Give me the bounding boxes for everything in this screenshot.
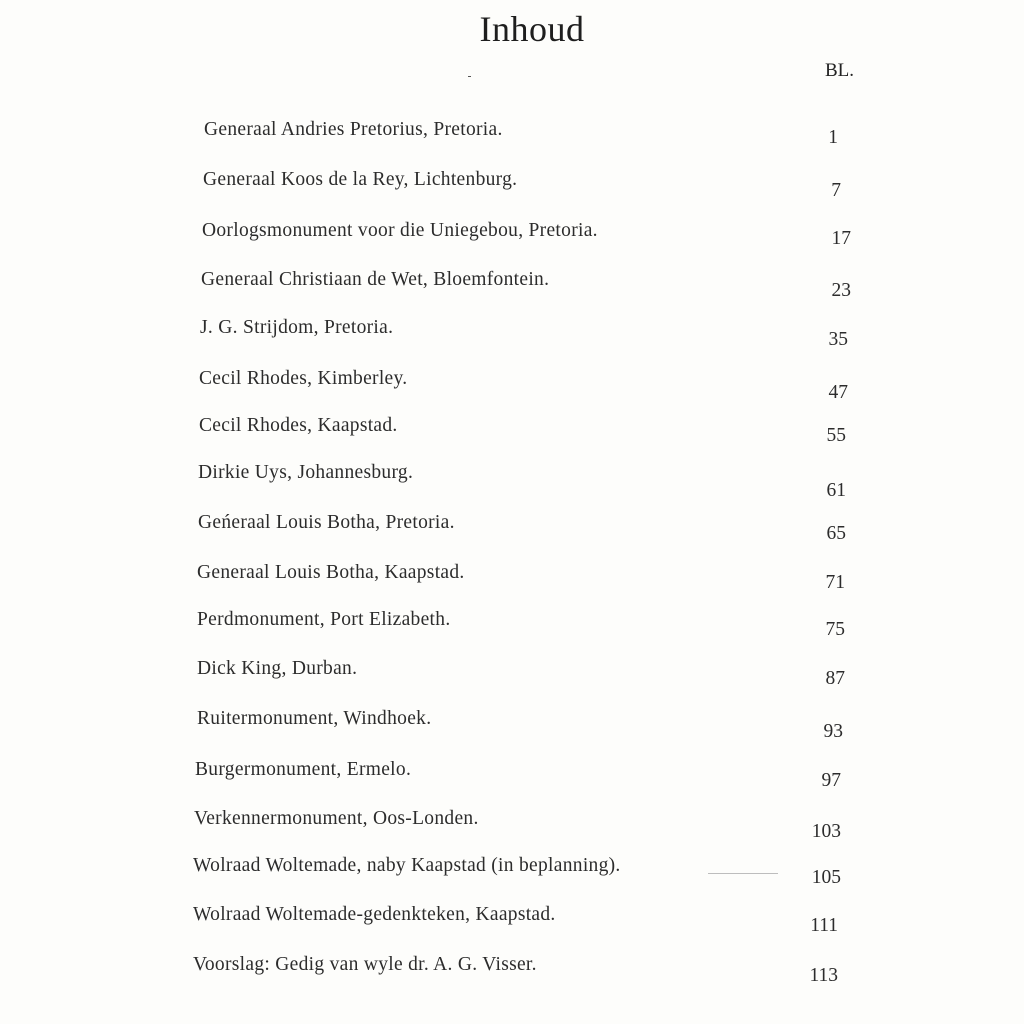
toc-entry-title: Generaal Christiaan de Wet, Bloemfontein.	[201, 269, 550, 290]
toc-entry-title: Verkennermonument, Oos-Londen.	[194, 808, 479, 829]
toc-entry-page: 55	[826, 425, 846, 446]
toc-entry-page: 17	[831, 228, 851, 249]
toc-entry-title: Generaal Koos de la Rey, Lichtenburg.	[203, 169, 518, 190]
toc-entry-title: Cecil Rhodes, Kimberley.	[199, 368, 408, 389]
toc-entry-title: Dirkie Uys, Johannesburg.	[198, 462, 414, 483]
toc-entry-title: Burgermonument, Ermelo.	[195, 759, 412, 780]
toc-entry-title: J. G. Strijdom, Pretoria.	[200, 317, 394, 338]
toc-entry-title: Wolraad Woltemade, naby Kaapstad (in beplanning).	[193, 855, 621, 876]
toc-entry-page: 47	[828, 382, 848, 403]
toc-entry-page: 35	[828, 329, 848, 350]
toc-entry-page: 93	[823, 721, 843, 742]
toc-entry-page: 23	[831, 280, 851, 301]
toc-entry-title: Dick King, Durban.	[197, 658, 358, 679]
toc-entry-title: Voorslag: Gedig van wyle dr. A. G. Visser.	[193, 954, 537, 975]
toc-entry-title: Wolraad Woltemade-gedenkteken, Kaapstad.	[193, 904, 556, 925]
toc-entry-page: 113	[809, 965, 838, 986]
print-speck	[708, 873, 778, 874]
toc-entry-page: 1	[828, 127, 838, 148]
toc-entry-page: 87	[825, 668, 845, 689]
toc-entry-page: 65	[826, 523, 846, 544]
page-column-label: BL.	[824, 60, 854, 81]
toc-entry-title: Geńeraal Louis Botha, Pretoria.	[198, 512, 455, 533]
toc-entry-title: Cecil Rhodes, Kaapstad.	[199, 415, 398, 436]
toc-entry-page: 75	[825, 619, 845, 640]
toc-entry-page: 105	[811, 867, 841, 888]
ink-dot	[468, 76, 471, 77]
toc-entry-page: 103	[811, 821, 841, 842]
toc-entry-title: Oorlogsmonument voor die Uniegebou, Pretoria.	[202, 220, 598, 241]
toc-entry-page: 7	[831, 180, 841, 201]
toc-entry-page: 97	[821, 770, 841, 791]
toc-entry-title: Generaal Louis Botha, Kaapstad.	[197, 562, 465, 583]
page-title: Inhoud	[479, 9, 585, 49]
toc-entry-page: 71	[825, 572, 845, 593]
toc-entry-title: Perdmonument, Port Elizabeth.	[197, 609, 451, 630]
toc-entry-page: 61	[826, 480, 846, 501]
toc-entry-title: Ruitermonument, Windhoek.	[197, 708, 432, 729]
toc-entry-page: 111	[810, 915, 838, 936]
toc-entry-title: Generaal Andries Pretorius, Pretoria.	[204, 119, 503, 140]
